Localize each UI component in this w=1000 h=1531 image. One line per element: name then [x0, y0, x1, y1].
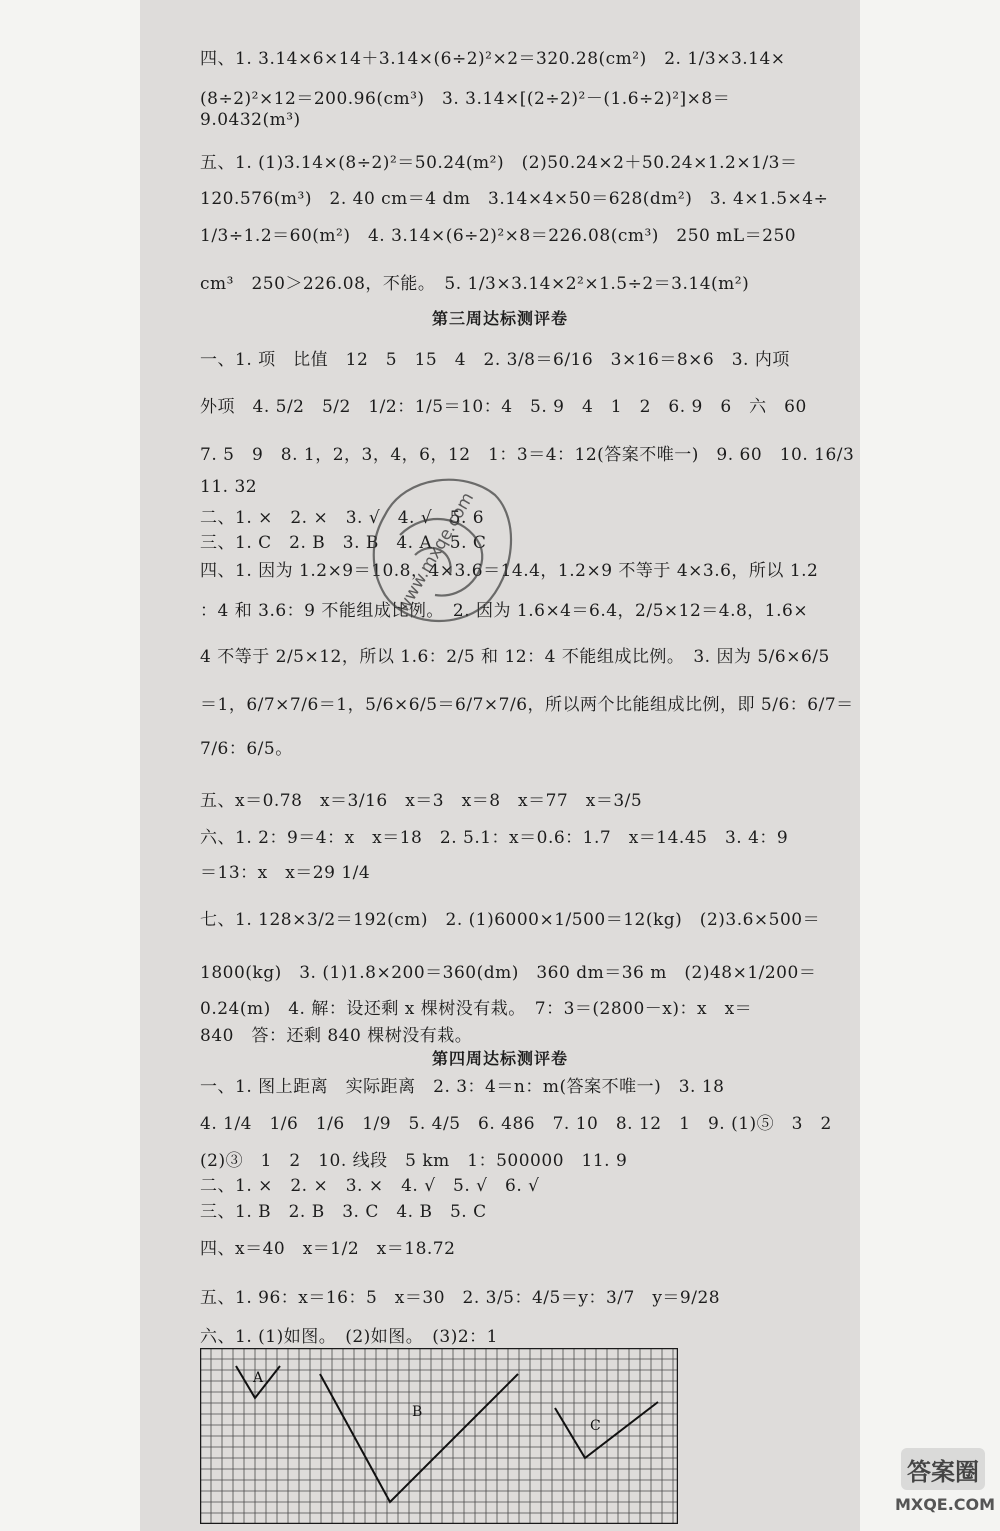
text-line: 840 答：还剩 840 棵树没有栽。: [200, 1026, 473, 1046]
text-line: 一、1. 项 比值 12 5 15 4 2. 3/8＝6/16 3×16＝8×6 3. 内项: [200, 350, 790, 370]
text-line: 五、1. (1)3.14×(8÷2)²＝50.24(m²) (2)50.24×2＋50.24×1.2×1/3＝: [200, 153, 798, 173]
shape-c: [555, 1402, 658, 1458]
text-line: 一、1. 图上距离 实际距离 2. 3：4＝n：m(答案不唯一) 3. 18: [200, 1077, 725, 1097]
text-line: 1/3÷1.2＝60(m²) 4. 3.14×(6÷2)²×8＝226.08(cm³) 250 mL＝250: [200, 226, 797, 246]
text-line: ＝13：x x＝29 1/4: [200, 863, 371, 883]
text-line: 0.24(m) 4. 解：设还剩 x 棵树没有栽。 7：3＝(2800－x)：x x＝: [200, 999, 753, 1019]
text-line: 1800(kg) 3. (1)1.8×200＝360(dm) 360 dm＝36 m (2)48×1/200＝: [200, 963, 817, 983]
answer-page: [140, 0, 995, 1531]
text-line: ：4 和 3.6：9 不能组成比例。 2. 因为 1.6×4＝6.4，2/5×12＝4.8，1.6×: [200, 601, 809, 621]
text-line: (2)③ 1 2 10. 线段 5 km 1：500000 11. 9: [200, 1151, 628, 1171]
text-line: cm³ 250＞226.08，不能。 5. 1/3×3.14×2²×1.5÷2＝3.14(m²): [200, 274, 750, 294]
text-line: 四、1. 3.14×6×14＋3.14×(6÷2)²×2＝320.28(cm²) 2. 1/3×3.14×: [200, 49, 786, 69]
text-line: 7/6：6/5。: [200, 739, 293, 759]
watermark-seal: [345, 455, 535, 645]
text-line: 4. 1/4 1/6 1/6 1/9 5. 4/5 6. 486 7. 10 8. 12 1 9. (1)⑤ 3 2: [200, 1114, 832, 1134]
text-line: 四、x＝40 x＝1/2 x＝18.72: [200, 1239, 456, 1259]
text-line: 六、1. 2：9＝4：x x＝18 2. 5.1：x＝0.6：1.7 x＝14.45 3. 4：9: [200, 828, 789, 848]
text-line: 7. 5 9 8. 1，2，3，4，6，12 1：3＝4：12(答案不唯一) 9. 60 10. 16/3: [200, 445, 855, 465]
text-line: 四、1. 因为 1.2×9＝10.8，4×3.6＝14.4，1.2×9 不等于 4×3.6，所以 1.2: [200, 561, 819, 581]
site-logo: [895, 1440, 995, 1520]
logo-text: 答案圈: [907, 1458, 979, 1486]
figure-label-c: C: [590, 1418, 601, 1434]
text-line: 11. 32: [200, 477, 258, 497]
text-line: 二、1. × 2. × 3. × 4. √ 5. √ 6. √: [200, 1176, 540, 1196]
text-line: 外项 4. 5/2 5/2 1/2：1/5＝10：4 5. 9 4 1 2 6. 9 6 六 60: [200, 397, 807, 417]
text-line: 9.0432(m³): [200, 110, 301, 130]
text-line: 六、1. (1)如图。 (2)如图。 (3)2：1: [200, 1327, 498, 1347]
logo-url: MXQE.COM: [895, 1495, 995, 1514]
text-line: 三、1. B 2. B 3. C 4. B 5. C: [200, 1202, 487, 1222]
text-line: 五、1. 96：x＝16：5 x＝30 2. 3/5：4/5＝y：3/7 y＝9/28: [200, 1288, 721, 1308]
section-title: 第四周达标测评卷: [431, 1049, 568, 1068]
text-line: 五、x＝0.78 x＝3/16 x＝3 x＝8 x＝77 x＝3/5: [200, 791, 643, 811]
watermark-text: www.mxqe.com: [393, 488, 479, 617]
text-line: 二、1. × 2. × 3. √ 4. √ 5. 6: [200, 508, 485, 528]
text-line: 三、1. C 2. B 3. B 4. A 5. C: [200, 533, 487, 553]
text-line: 七、1. 128×3/2＝192(cm) 2. (1)6000×1/500＝12(kg) (2)3.6×500＝: [200, 910, 821, 930]
text-line: 120.576(m³) 2. 40 cm＝4 dm 3.14×4×50＝628(dm²) 3. 4×1.5×4÷: [200, 189, 829, 209]
figure-label-a: A: [253, 1370, 264, 1386]
grid-figure: [200, 1348, 678, 1524]
text-line: 4 不等于 2/5×12，所以 1.6：2/5 和 12：4 不能组成比例。 3. 因为 5/6×6/5: [200, 647, 830, 667]
text-line: ＝1，6/7×7/6＝1，5/6×6/5＝6/7×7/6，所以两个比能组成比例，即 5/6：6/7＝: [200, 695, 854, 715]
shape-b: [320, 1374, 518, 1502]
text-line: (8÷2)²×12＝200.96(cm³) 3. 3.14×[(2÷2)²－(1.6÷2)²]×8＝: [200, 89, 731, 109]
figure-label-b: B: [412, 1404, 423, 1420]
section-title: 第三周达标测评卷: [431, 309, 568, 328]
